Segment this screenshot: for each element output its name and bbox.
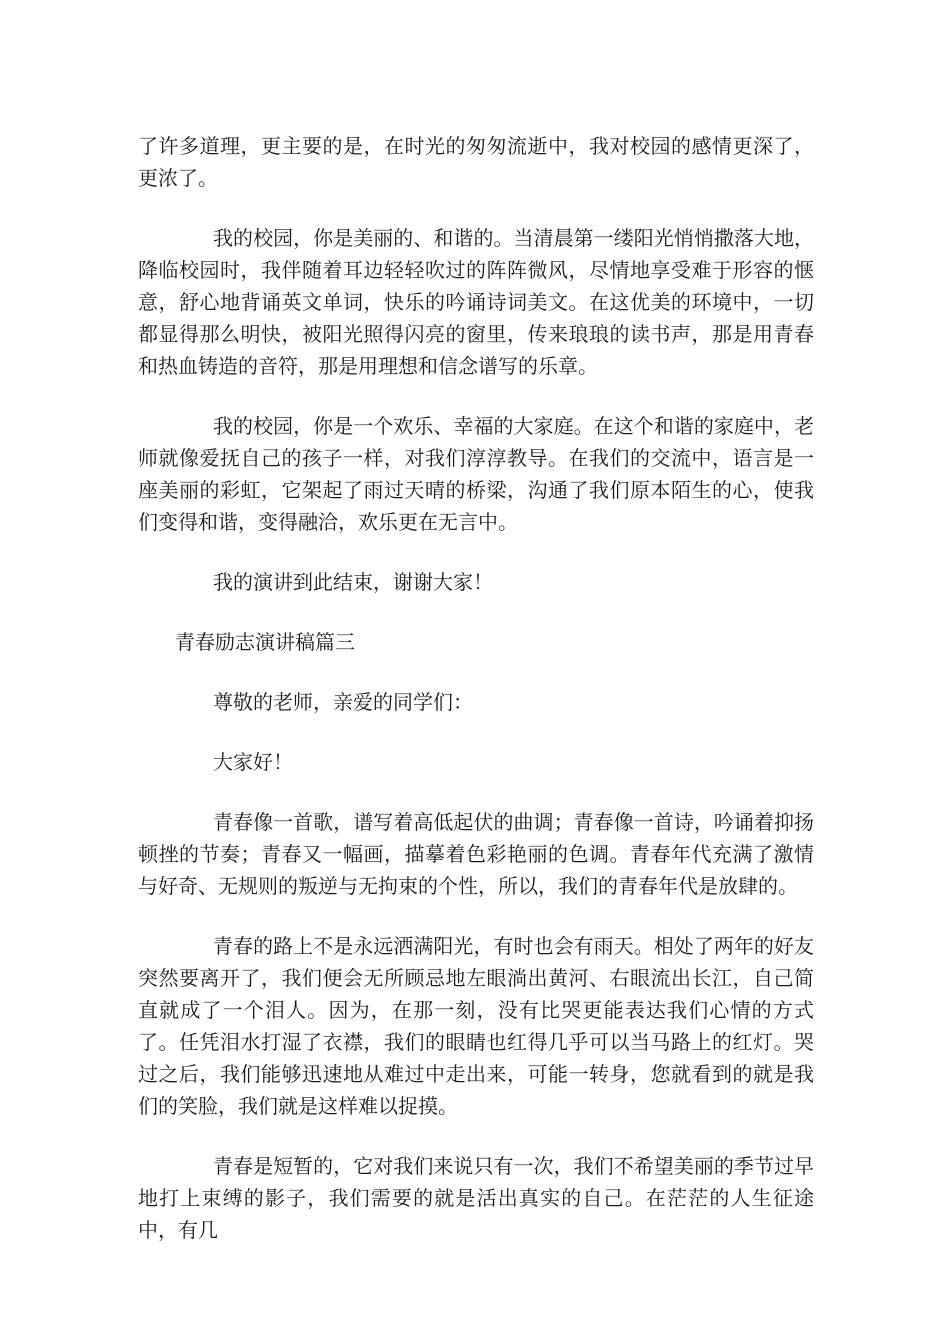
document-body — [138, 130, 814, 1246]
paragraph-youth-road: 青春的路上不是永远洒满阳光，有时也会有雨天。相处了两年的好友突然要离开了，我们便会无所顾忌地左眼淌出黄河、右眼流出长江，自己简直就成了一个泪人。因为，在那一刻，没有比哭更能表达我们心情的方式了。任凭泪水打湿了衣襟，我们的眼睛也红得几乎可以当马路上的红灯。哭过之后，我们能够迅速地从难过中走出来，可能一转身，您就看到的就是我们的笑脸，我们就是这样难以捉摸。 — [138, 934, 814, 1118]
paragraph-campus-family: 我的校园，你是一个欢乐、幸福的大家庭。在这个和谐的家庭中，老师就像爱抚自己的孩子一样，对我们淳淳教导。在我们的交流中，语言是一座美丽的彩虹，它架起了雨过天晴的桥梁，沟通了我们原本陌生的心，使我们变得和谐，变得融洽，欢乐更在无言中。 — [138, 414, 814, 534]
paragraph-campus-beautiful: 我的校园，你是美丽的、和谐的。当清晨第一缕阳光悄悄撒落大地，降临校园时，我伴随着耳边轻轻吹过的阵阵微风，尽情地享受难于形容的惬意，舒心地背诵英文单词，快乐的吟诵诗词美文。在这优美的环境中，一切都显得那么明快，被阳光照得闪亮的窗里，传来琅琅的读书声，那是用青春和热血铸造的音符，那是用理想和信念谱写的乐章。 — [138, 226, 814, 378]
paragraph-continuation: 了许多道理，更主要的是，在时光的匆匆流逝中，我对校园的感情更深了，更浓了。 — [138, 134, 814, 190]
section-heading: 青春励志演讲稿篇三 — [175, 630, 355, 654]
paragraph-youth-song: 青春像一首歌，谱写着高低起伏的曲调；青春像一首诗，吟诵着抑扬顿挫的节奏；青春又一幅画，描摹着色彩艳丽的色调。青春年代充满了激情与好奇、无规则的叛逆与无拘束的个性，所以，我们的青春年代是放肆的。 — [138, 810, 814, 898]
paragraph-closing: 我的演讲到此结束，谢谢大家！ — [213, 570, 493, 594]
paragraph-youth-short: 青春是短暂的，它对我们来说只有一次，我们不希望美丽的季节过早地打上束缚的影子，我们需要的就是活出真实的自己。在茫茫的人生征途中，有几 — [138, 1154, 814, 1242]
paragraph-salutation: 尊敬的老师，亲爱的同学们： — [213, 690, 473, 714]
paragraph-greeting: 大家好！ — [213, 750, 293, 774]
